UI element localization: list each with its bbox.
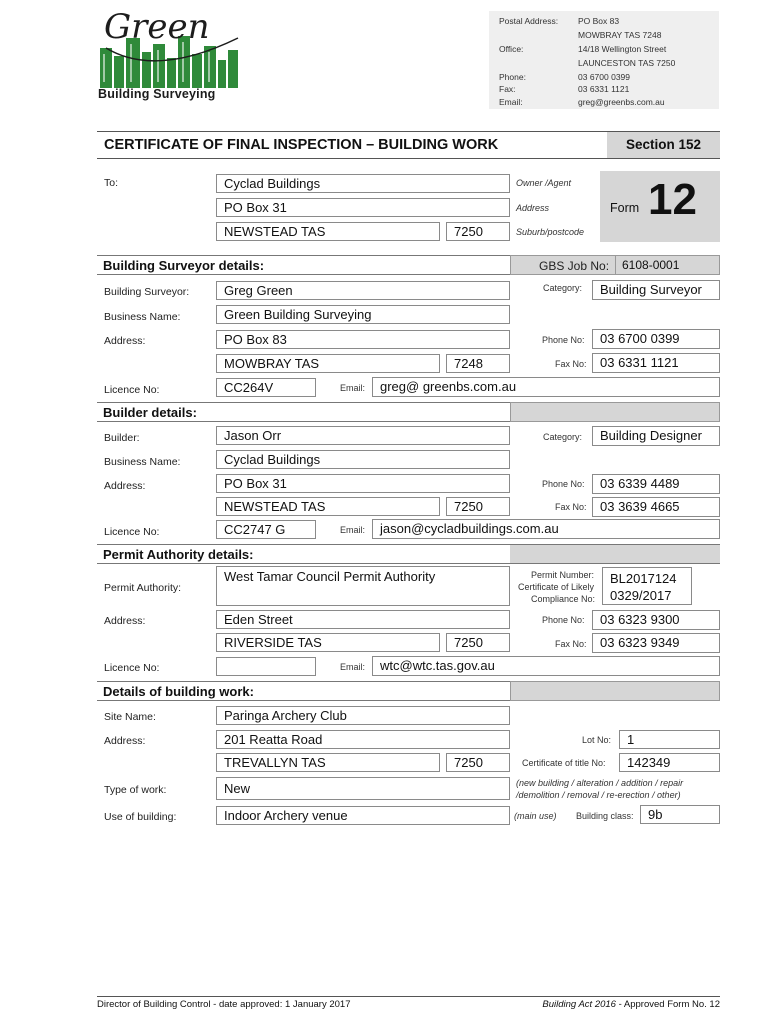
permit-number-field[interactable] xyxy=(602,567,692,605)
builder-heading-shade xyxy=(510,402,720,422)
job-no-label: GBS Job No: xyxy=(539,259,610,273)
lot-no-field[interactable]: 1 xyxy=(619,730,720,749)
type-of-work-field[interactable]: New xyxy=(216,777,510,800)
permit-fax-label: Fax No: xyxy=(555,639,587,649)
surveyor-licence-field[interactable]: CC264V xyxy=(216,378,316,397)
section-ref-text: Section 152 xyxy=(625,137,702,152)
surveyor-category-label: Category: xyxy=(543,283,583,293)
postal-line-2: MOWBRAY TAS 7248 xyxy=(578,30,662,40)
owner-agent-label: Owner /Agent xyxy=(516,178,572,188)
permit-number-1: BL2017124 xyxy=(610,571,677,586)
site-name-label: Site Name: xyxy=(104,711,156,723)
permit-licence-field[interactable] xyxy=(216,657,316,676)
builder-suburb-field[interactable]: NEWSTEAD TAS xyxy=(216,497,440,516)
surveyor-address-label: Address: xyxy=(104,335,146,347)
svg-text:Green: Green xyxy=(104,8,210,47)
builder-email-label: Email: xyxy=(340,525,366,535)
building-class-field[interactable]: 9b xyxy=(640,805,720,824)
phone-value: 03 6700 0399 xyxy=(578,72,630,82)
use-of-building-field[interactable]: Indoor Archery venue xyxy=(216,806,510,825)
form-label: Form xyxy=(610,201,640,215)
permit-email-field[interactable]: wtc@wtc.tas.gov.au xyxy=(372,656,720,676)
surveyor-fax-label: Fax No: xyxy=(555,359,587,369)
site-suburb-field[interactable]: TREVALLYN TAS xyxy=(216,753,440,772)
job-no-value: 6108-0001 xyxy=(615,255,720,275)
office-label: Office: xyxy=(499,44,524,54)
type-hint-line-1: (new building / alteration / addition / repair xyxy=(516,778,684,788)
permit-number-label-3: Compliance No: xyxy=(531,594,596,604)
to-address-hint: Address xyxy=(516,203,550,213)
permit-heading-text: Permit Authority details: xyxy=(103,547,254,562)
site-postcode-field[interactable]: 7250 xyxy=(446,753,510,772)
surveyor-business-field[interactable]: Green Building Surveying xyxy=(216,305,510,324)
title-bottom-rule xyxy=(97,158,720,159)
to-suburb-field[interactable]: NEWSTEAD TAS xyxy=(216,222,440,241)
permit-email-label: Email: xyxy=(340,662,366,672)
builder-fax-label: Fax No: xyxy=(555,502,587,512)
contact-box xyxy=(489,11,719,109)
permit-licence-label: Licence No: xyxy=(104,662,160,674)
form-number-box xyxy=(600,171,720,242)
main-use-hint: (main use) xyxy=(514,811,557,821)
use-of-building-label: Use of building: xyxy=(104,811,177,823)
builder-postcode-field[interactable]: 7250 xyxy=(446,497,510,516)
permit-address-label: Address: xyxy=(104,615,146,627)
surveyor-suburb-field[interactable]: MOWBRAY TAS xyxy=(216,354,440,373)
surveyor-fax-field[interactable]: 03 6331 1121 xyxy=(592,353,720,373)
site-address-field[interactable]: 201 Reatta Road xyxy=(216,730,510,749)
surveyor-heading: Building Surveyor details: xyxy=(97,255,510,275)
builder-heading: Builder details: xyxy=(97,402,510,422)
surveyor-business-label: Business Name: xyxy=(104,311,181,323)
office-line-2: LAUNCESTON TAS 7250 xyxy=(578,58,676,68)
phone-label: Phone: xyxy=(499,72,526,82)
logo-graphic xyxy=(96,8,246,88)
surveyor-postcode-field[interactable]: 7248 xyxy=(446,354,510,373)
builder-category-field[interactable]: Building Designer xyxy=(592,426,720,446)
title-no-label: Certificate of title No: xyxy=(522,758,606,768)
site-address-label: Address: xyxy=(104,735,146,747)
builder-licence-field[interactable]: CC2747 G xyxy=(216,520,316,539)
permit-fax-field[interactable]: 03 6323 9349 xyxy=(592,633,720,653)
to-postcode-field[interactable]: 7250 xyxy=(446,222,510,241)
surveyor-email-field[interactable]: greg@ greenbs.com.au xyxy=(372,377,720,397)
permit-suburb-field[interactable]: RIVERSIDE TAS xyxy=(216,633,440,652)
surveyor-phone-field[interactable]: 03 6700 0399 xyxy=(592,329,720,349)
builder-phone-field[interactable]: 03 6339 4489 xyxy=(592,474,720,494)
page-title: CERTIFICATE OF FINAL INSPECTION – BUILDING WORK xyxy=(104,137,499,153)
email-label: Email: xyxy=(499,97,523,107)
lot-no-label: Lot No: xyxy=(582,735,612,745)
permit-heading xyxy=(97,544,720,564)
logo-name: Building Surveying xyxy=(98,87,216,101)
permit-authority-label: Permit Authority: xyxy=(104,582,182,594)
builder-business-label: Business Name: xyxy=(104,456,181,468)
to-label: To: xyxy=(104,177,119,189)
permit-address-field[interactable]: Eden Street xyxy=(216,610,510,629)
builder-business-field[interactable]: Cyclad Buildings xyxy=(216,450,510,469)
type-hint-line-2: /demolition / removal / re-erection / other) xyxy=(516,790,681,800)
section-ref xyxy=(607,132,720,158)
form-number: 12 xyxy=(648,175,697,224)
to-name-field[interactable]: Cyclad Buildings xyxy=(216,174,510,193)
surveyor-licence-label: Licence No: xyxy=(104,384,160,396)
footer-act-name: Building Act 2016 xyxy=(542,999,616,1010)
title-no-field[interactable]: 142349 xyxy=(619,753,720,772)
builder-email-field[interactable]: jason@cycladbuildings.com.au xyxy=(372,519,720,539)
footer-rule xyxy=(97,996,720,997)
surveyor-address-field[interactable]: PO Box 83 xyxy=(216,330,510,349)
surveyor-email-label: Email: xyxy=(340,383,366,393)
work-heading: Details of building work: xyxy=(97,681,510,701)
permit-number-label-1: Permit Number: xyxy=(531,570,595,580)
site-name-field[interactable]: Paringa Archery Club xyxy=(216,706,510,725)
surveyor-label: Building Surveyor: xyxy=(104,286,190,298)
permit-number-2: 0329/2017 xyxy=(610,588,672,603)
fax-label: Fax: xyxy=(499,84,516,94)
builder-licence-label: Licence No: xyxy=(104,526,160,538)
builder-field[interactable]: Jason Orr xyxy=(216,426,510,445)
surveyor-field[interactable]: Greg Green xyxy=(216,281,510,300)
permit-phone-field[interactable]: 03 6323 9300 xyxy=(592,610,720,630)
builder-address-label: Address: xyxy=(104,480,146,492)
permit-authority-field[interactable]: West Tamar Council Permit Authority xyxy=(216,566,510,606)
company-logo xyxy=(96,8,246,103)
surveyor-category-field[interactable]: Building Surveyor xyxy=(592,280,720,300)
surveyor-phone-label: Phone No: xyxy=(542,335,585,345)
postal-label: Postal Address: xyxy=(499,16,559,26)
building-class-label: Building class: xyxy=(576,811,634,821)
footer-form-no: - Approved Form No. 12 xyxy=(615,999,720,1010)
permit-number-label-2: Certificate of Likely xyxy=(518,582,595,592)
builder-phone-label: Phone No: xyxy=(542,479,585,489)
permit-postcode-field[interactable]: 7250 xyxy=(446,633,510,652)
builder-fax-field[interactable]: 03 3639 4665 xyxy=(592,497,720,517)
builder-label: Builder: xyxy=(104,432,140,444)
fax-value: 03 6331 1121 xyxy=(578,84,630,94)
builder-category-label: Category: xyxy=(543,432,583,442)
email-value: greg@greenbs.com.au xyxy=(578,97,665,107)
footer-form-ref xyxy=(542,999,720,1010)
builder-address-field[interactable]: PO Box 31 xyxy=(216,474,510,493)
work-heading-shade xyxy=(510,681,720,701)
type-of-work-label: Type of work: xyxy=(104,784,167,796)
suburb-postcode-hint: Suburb/postcode xyxy=(516,227,585,237)
to-address-field[interactable]: PO Box 31 xyxy=(216,198,510,217)
permit-phone-label: Phone No: xyxy=(542,615,585,625)
office-line-1: 14/18 Wellington Street xyxy=(578,44,667,54)
postal-line-1: PO Box 83 xyxy=(578,16,620,26)
footer-approval: Director of Building Control - date approved: 1 January 2017 xyxy=(97,999,351,1010)
